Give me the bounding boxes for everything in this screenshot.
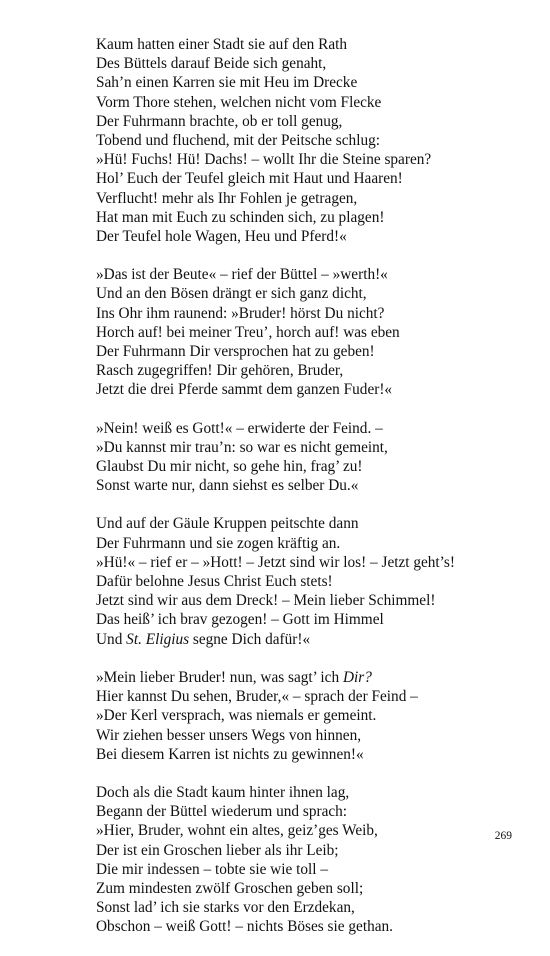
verse-line	[96, 457, 526, 476]
line-text: Ins Ohr ihm raunend: »Bruder! hörst Du nicht?	[96, 304, 385, 322]
line-text: Sonst lad’ ich sie starks vor den Erzdekan,	[96, 899, 355, 917]
line-text: »Hü!« – rief er – »Hott! – Jetzt sind wir los! – Jetzt geht’s!	[96, 553, 455, 571]
line-text: Doch als die Stadt kaum hinter ihnen lag,	[96, 783, 350, 801]
verse-line	[96, 553, 526, 572]
verse-line	[96, 879, 526, 898]
verse-line	[96, 131, 526, 150]
italic-text: Dir?	[342, 668, 372, 686]
line-text: Des Büttels darauf Beide sich genaht,	[96, 55, 327, 73]
line-text: Und an den Bösen drängt er sich ganz dicht,	[96, 285, 367, 303]
line-text: »Hü! Fuchs! Hü! Dachs! – wollt Ihr die Steine sparen?	[96, 151, 432, 169]
verse-line	[96, 917, 526, 936]
verse-line	[96, 610, 526, 629]
line-text: Der Fuhrmann und sie zogen kräftig an.	[96, 534, 341, 552]
line-text: Und	[96, 630, 127, 648]
verse-line	[96, 419, 526, 438]
line-text: segne Dich dafür!«	[189, 630, 311, 648]
line-text: »Das ist der Beute« – rief der Büttel – »werth!«	[96, 266, 388, 284]
line-text: Hier kannst Du sehen, Bruder,« – sprach der Feind –	[96, 688, 418, 706]
line-text: Hol’ Euch der Teufel gleich mit Haut und Haaren!	[96, 170, 403, 188]
stanza	[96, 514, 526, 648]
verse-line	[96, 476, 526, 495]
verse-line	[96, 73, 526, 92]
verse-line	[96, 860, 526, 879]
line-text: Vorm Thore stehen, welchen nicht vom Flecke	[96, 93, 382, 111]
verse-line	[96, 380, 526, 399]
verse-line	[96, 93, 526, 112]
verse-line	[96, 208, 526, 227]
line-text: Rasch zugegriffen! Dir gehören, Bruder,	[96, 362, 344, 380]
verse-line	[96, 361, 526, 380]
verse-line	[96, 726, 526, 745]
verse-line	[96, 841, 526, 860]
verse-line	[96, 630, 526, 649]
line-text: Die mir indessen – tobte sie wie toll –	[96, 860, 328, 878]
stanza	[96, 783, 526, 937]
line-text: Wir ziehen besser unsers Wegs von hinnen,	[96, 726, 362, 744]
verse-line	[96, 284, 526, 303]
line-text: Jetzt die drei Pferde sammt dem ganzen Fuder!«	[96, 381, 393, 399]
verse-line	[96, 783, 526, 802]
verse-line	[96, 572, 526, 591]
verse-line	[96, 189, 526, 208]
line-text: Das heiß’ ich brav gezogen! – Gott im Himmel	[96, 611, 384, 629]
line-text: »Der Kerl versprach, was niemals er gemeint.	[96, 707, 377, 725]
stanza	[96, 668, 526, 764]
line-text: Der Fuhrmann brachte, ob er toll genug,	[96, 112, 343, 130]
verse-line	[96, 438, 526, 457]
verse-line	[96, 821, 526, 840]
line-text: Kaum hatten einer Stadt sie auf den Rath	[96, 36, 348, 53]
verse-line	[96, 265, 526, 284]
verse-line	[96, 342, 526, 361]
line-text: Glaubst Du mir nicht, so gehe hin, frag’ zu!	[96, 458, 363, 476]
verse-line	[96, 706, 526, 725]
line-text: »Du kannst mir trau’n: so war es nicht gemeint,	[96, 438, 388, 456]
line-text: Jetzt sind wir aus dem Dreck! – Mein lieber Schimmel!	[96, 592, 436, 610]
verse-line	[96, 304, 526, 323]
stanza	[96, 35, 526, 246]
verse-line	[96, 227, 526, 246]
verse-line	[96, 54, 526, 73]
line-text: Hat man mit Euch zu schinden sich, zu plagen!	[96, 208, 385, 226]
line-text: Horch auf! bei meiner Treu’, horch auf! was eben	[96, 323, 400, 341]
poem-text	[96, 35, 526, 956]
line-text: »Mein lieber Bruder! nun, was sagt’ ich	[96, 668, 343, 686]
line-text: Sonst warte nur, dann siehst es selber Du.«	[96, 477, 359, 495]
page-number: 269	[494, 830, 512, 842]
verse-line	[96, 514, 526, 533]
line-text: Zum mindesten zwölf Groschen geben soll;	[96, 879, 364, 897]
verse-line	[96, 802, 526, 821]
verse-line	[96, 745, 526, 764]
verse-line	[96, 534, 526, 553]
verse-line	[96, 898, 526, 917]
line-text: »Nein! weiß es Gott!« – erwiderte der Feind. –	[96, 419, 383, 437]
verse-line	[96, 591, 526, 610]
line-text: Verflucht! mehr als Ihr Fohlen je getragen,	[96, 189, 358, 207]
line-text: Und auf der Gäule Kruppen peitschte dann	[96, 515, 359, 533]
stanza	[96, 265, 526, 399]
line-text: »Hier, Bruder, wohnt ein altes, geiz’ges Weib,	[96, 822, 378, 840]
line-text: Der Fuhrmann Dir versprochen hat zu geben!	[96, 343, 375, 361]
verse-line	[96, 668, 526, 687]
line-text: Begann der Büttel wiederum und sprach:	[96, 803, 348, 821]
line-text: Bei diesem Karren ist nichts zu gewinnen!«	[96, 745, 364, 763]
line-text: Dafür belohne Jesus Christ Euch stets!	[96, 573, 333, 591]
verse-line	[96, 169, 526, 188]
line-text: Der ist ein Groschen lieber als ihr Leib;	[96, 841, 339, 859]
line-text: Tobend und fluchend, mit der Peitsche schlug:	[96, 132, 380, 150]
line-text: Sah’n einen Karren sie mit Heu im Drecke	[96, 74, 358, 92]
verse-line	[96, 687, 526, 706]
verse-line	[96, 323, 526, 342]
line-text: Der Teufel hole Wagen, Heu und Pferd!«	[96, 228, 347, 246]
italic-text: St. Eligius	[126, 630, 190, 648]
verse-line	[96, 150, 526, 169]
verse-line	[96, 35, 526, 54]
verse-line	[96, 112, 526, 131]
line-text: Obschon – weiß Gott! – nichts Böses sie gethan.	[96, 918, 393, 936]
stanza	[96, 419, 526, 496]
